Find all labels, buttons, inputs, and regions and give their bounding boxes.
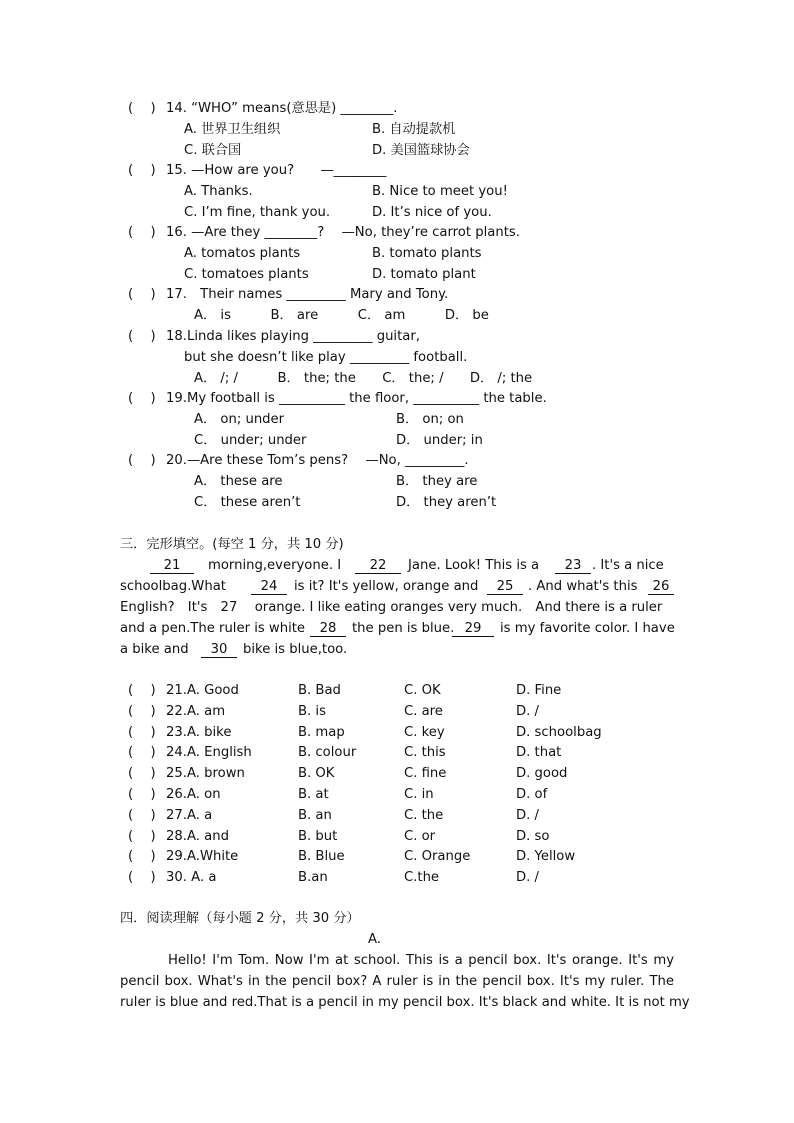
question-text: 20.—Are these Tom’s pens? —No, _________. (166, 453, 469, 468)
option-text[interactable]: A. 世界卫生组织 (184, 122, 281, 137)
option-text[interactable]: C. this (404, 745, 446, 761)
option-text[interactable]: D． under; in (396, 433, 483, 448)
section4-title: 四．阅读理解（每小题 2 分，共 30 分） (120, 911, 360, 926)
option-text[interactable]: B. is (298, 703, 326, 719)
option-text[interactable]: 25.A. brown (166, 766, 245, 782)
option-text[interactable]: 21.A. Good (166, 683, 239, 698)
option-text[interactable]: D． they aren’t (396, 495, 497, 510)
answer-paren[interactable]: ( ) (128, 828, 156, 844)
option-text[interactable]: D. It’s nice of you. (372, 205, 492, 220)
option-text[interactable]: B.an (298, 870, 328, 886)
option-text[interactable]: C. or (404, 828, 436, 844)
answer-paren[interactable]: ( ) (128, 724, 156, 740)
option-text[interactable]: B. at (298, 787, 329, 802)
option-text[interactable]: B． on; on (396, 412, 464, 427)
option-text[interactable]: C． these aren’t (194, 495, 301, 510)
option-text[interactable]: A． is B． are C． am D． be (194, 308, 489, 323)
answer-paren[interactable]: ( ) (128, 683, 156, 698)
option-text[interactable]: C. 联合国 (184, 143, 242, 158)
answer-paren[interactable]: ( ) (128, 849, 156, 865)
option-text[interactable]: D. Fine (516, 683, 562, 698)
option-text[interactable]: B. but (298, 828, 338, 844)
option-text[interactable]: B. 自动提款机 (372, 122, 456, 137)
blank-28[interactable]: 28 (310, 621, 346, 637)
blank-22[interactable]: 22 (355, 558, 401, 574)
question-text: 15. —How are you? —________ (166, 163, 387, 178)
option-text[interactable]: B. map (298, 724, 345, 740)
option-text[interactable]: B. tomato plants (372, 246, 482, 261)
reading-line-3: ruler is blue and red.That is a pencil in my pencil box. It's black and white. It is not my (120, 995, 690, 1010)
option-text[interactable]: B. colour (298, 745, 357, 761)
option-text[interactable]: 26.A. on (166, 787, 221, 802)
blank-23[interactable]: 23 (555, 558, 591, 574)
answer-paren[interactable]: ( ) (128, 391, 156, 406)
option-text[interactable]: C. fine (404, 766, 447, 782)
answer-paren[interactable]: ( ) (128, 787, 156, 802)
option-text[interactable]: B. Bad (298, 683, 341, 698)
option-text[interactable]: 24.A. English (166, 745, 252, 761)
option-text[interactable]: 27.A. a (166, 807, 213, 823)
question-text: 17. Their names _________ Mary and Tony. (166, 287, 449, 302)
question-text-continued: but she doesn’t like play _________ football. (184, 350, 468, 365)
answer-paren[interactable]: ( ) (128, 287, 156, 302)
question-text: 16. —Are they ________? —No, they’re carrot plants. (166, 225, 520, 240)
option-text[interactable]: C. in (404, 787, 434, 802)
option-text[interactable]: A． these are (194, 474, 283, 489)
answer-paren[interactable]: ( ) (128, 329, 156, 344)
option-text[interactable]: A． /; / B． the; the C． the; / D． /; the (194, 371, 533, 386)
blank-30[interactable]: 30 (201, 642, 237, 658)
option-text[interactable]: D. / (516, 703, 539, 719)
reading-line-2: pencil box. What's in the pencil box? A ruler is in the pencil box. It's my ruler. The (120, 974, 674, 989)
option-text[interactable]: C. are (404, 703, 443, 719)
answer-paren[interactable]: ( ) (128, 870, 156, 886)
blank-25[interactable]: 25 (487, 579, 523, 595)
answer-paren[interactable]: ( ) (128, 703, 156, 719)
reading-line-1: Hello! I'm Tom. Now I'm at school. This is a pencil box. It's orange. It's my (168, 953, 674, 968)
option-text[interactable]: B. Nice to meet you! (372, 184, 508, 199)
option-text[interactable]: 28.A. and (166, 828, 229, 844)
passage-a-label: A. (368, 932, 381, 947)
option-text[interactable]: D. 美国篮球协会 (372, 143, 470, 158)
option-text[interactable]: C. OK (404, 683, 441, 698)
option-text[interactable]: C. I’m fine, thank you. (184, 205, 331, 220)
question-text: 18.Linda likes playing _________ guitar, (166, 329, 420, 344)
option-text[interactable]: D. / (516, 870, 539, 886)
blank-29[interactable]: 29 (452, 621, 494, 637)
option-text[interactable]: D. of (516, 787, 548, 802)
option-text[interactable]: B． they are (396, 474, 478, 489)
option-text[interactable]: B. OK (298, 766, 335, 782)
answer-paren[interactable]: ( ) (128, 766, 156, 782)
option-text[interactable]: A. Thanks. (184, 184, 253, 199)
option-text[interactable]: D. good (516, 766, 568, 782)
answer-paren[interactable]: ( ) (128, 101, 156, 116)
option-text[interactable]: C. key (404, 724, 445, 740)
answer-paren[interactable]: ( ) (128, 453, 156, 468)
option-text[interactable]: D. so (516, 828, 550, 844)
blank-24[interactable]: 24 (251, 579, 287, 595)
option-text[interactable]: 29.A.White (166, 849, 239, 865)
answer-paren[interactable]: ( ) (128, 163, 156, 178)
option-text[interactable]: A. tomatos plants (184, 246, 301, 261)
question-text: 19.My football is __________ the floor, __________ the table. (166, 391, 547, 406)
option-text[interactable]: D. / (516, 807, 539, 823)
option-text[interactable]: A． on; under (194, 412, 285, 427)
option-text[interactable]: D. tomato plant (372, 267, 476, 282)
option-text[interactable]: 30. A. a (166, 870, 217, 886)
answer-paren[interactable]: ( ) (128, 745, 156, 761)
answer-paren[interactable]: ( ) (128, 807, 156, 823)
option-text[interactable]: B. Blue (298, 849, 345, 865)
blank-21[interactable]: 21 (150, 558, 194, 574)
option-text[interactable]: D. schoolbag (516, 724, 602, 740)
option-text[interactable]: D. that (516, 745, 562, 761)
option-text[interactable]: C. the (404, 807, 444, 823)
option-text[interactable]: 23.A. bike (166, 724, 232, 740)
answer-paren[interactable]: ( ) (128, 225, 156, 240)
blank-26[interactable]: 26 (648, 579, 674, 595)
section3-title: 三．完形填空。(每空 1 分，共 10 分) (120, 537, 344, 552)
option-text[interactable]: C. tomatoes plants (184, 267, 309, 282)
question-text: 14. “WHO” means(意思是) ________. (166, 101, 398, 116)
option-text[interactable]: C.the (404, 870, 440, 886)
option-text[interactable]: C. Orange (404, 849, 471, 865)
option-text[interactable]: C． under; under (194, 433, 307, 448)
option-text[interactable]: 22.A. am (166, 703, 226, 719)
option-text[interactable]: B. an (298, 807, 332, 823)
option-text[interactable]: D. Yellow (516, 849, 576, 865)
